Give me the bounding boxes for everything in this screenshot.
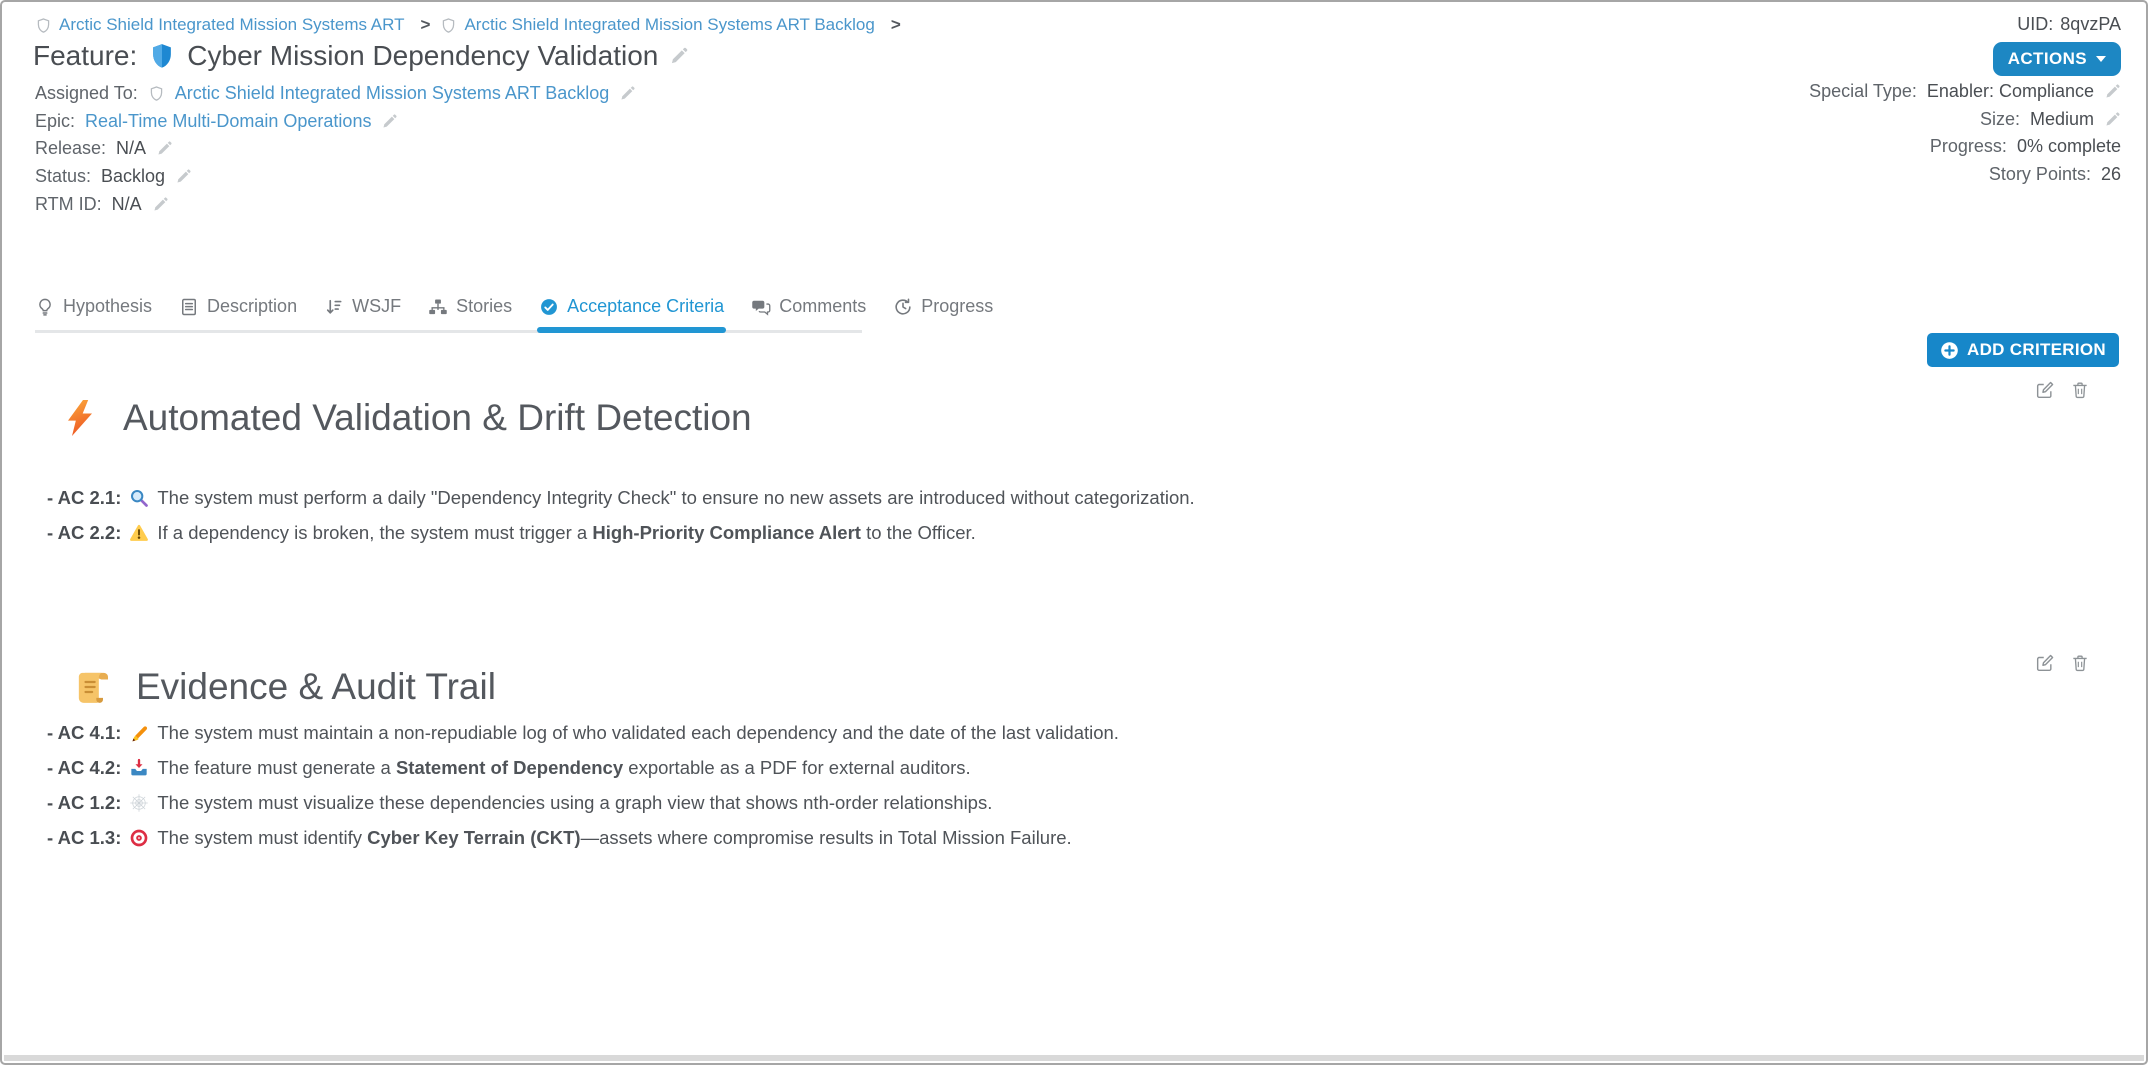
criteria-sections bbox=[2, 372, 2146, 855]
criterion-text: The system must maintain a non-repudiable log of who validated each dependency and the date of the last validation. bbox=[157, 721, 1119, 743]
meta-value: N/A bbox=[111, 193, 142, 214]
tab-acceptance-criteria[interactable] bbox=[539, 296, 724, 330]
criterion-text: The feature must generate a Statement of Dependency exportable as a PDF for external auditors. bbox=[157, 756, 971, 778]
tab-label: Description bbox=[207, 296, 298, 316]
writing-hand-icon bbox=[129, 723, 149, 743]
acceptance-criterion bbox=[2, 750, 2146, 785]
meta-value-link[interactable]: Arctic Shield Integrated Mission Systems ART Backlog bbox=[174, 83, 610, 104]
criterion-id: - AC 4.1: bbox=[47, 721, 122, 743]
feature-shield-icon bbox=[148, 42, 176, 70]
criteria-section bbox=[2, 372, 2146, 647]
criterion-id: - AC 2.2: bbox=[47, 521, 122, 543]
tab-label: Progress bbox=[921, 296, 994, 316]
warning-icon bbox=[129, 523, 149, 543]
criteria-list bbox=[2, 715, 2146, 855]
comments-icon bbox=[751, 297, 771, 317]
breadcrumb-link[interactable]: Arctic Shield Integrated Mission Systems ART bbox=[59, 15, 405, 34]
edit-pencil-icon[interactable] bbox=[175, 168, 192, 185]
document-icon bbox=[179, 297, 199, 317]
criterion-id: - AC 1.3: bbox=[47, 826, 122, 848]
caret-down-icon bbox=[2096, 56, 2106, 62]
shield-outline-icon bbox=[440, 17, 457, 34]
acceptance-criterion bbox=[2, 785, 2146, 820]
breadcrumb-item bbox=[440, 15, 900, 35]
feature-type-label: Feature: bbox=[33, 40, 138, 71]
meta-label: Size: bbox=[1979, 108, 2020, 129]
bolt-icon bbox=[60, 398, 100, 438]
tab-label: Hypothesis bbox=[63, 296, 153, 316]
meta-label: Epic: bbox=[35, 110, 76, 131]
meta-row-story-points bbox=[1809, 161, 2121, 189]
edit-pencil-icon[interactable] bbox=[2104, 83, 2121, 100]
acceptance-criterion bbox=[2, 820, 2146, 855]
meta-label: RTM ID: bbox=[35, 193, 102, 214]
tab-label: Acceptance Criteria bbox=[567, 296, 725, 316]
edit-pencil-icon[interactable] bbox=[619, 85, 636, 102]
trash-icon[interactable] bbox=[2070, 380, 2090, 405]
meta-value: Enabler: Compliance bbox=[1926, 81, 2094, 102]
tab-stories[interactable] bbox=[428, 296, 512, 330]
edit-icon[interactable] bbox=[2035, 380, 2055, 405]
meta-label: Progress: bbox=[1929, 136, 2007, 157]
meta-label: Special Type: bbox=[1809, 81, 1917, 102]
trash-icon[interactable] bbox=[2070, 653, 2090, 678]
inbox-tray-icon bbox=[129, 758, 149, 778]
meta-row-special-type bbox=[1809, 78, 2121, 106]
meta-row-progress bbox=[1809, 133, 2121, 161]
meta-row-size bbox=[1809, 106, 2121, 134]
uid bbox=[2017, 14, 2121, 35]
lightbulb-icon bbox=[35, 297, 55, 317]
sort-icon bbox=[324, 297, 344, 317]
section-heading bbox=[2, 647, 2146, 709]
uid-value: 8qvzPA bbox=[2060, 14, 2121, 34]
meta-value-link[interactable]: Real-Time Multi-Domain Operations bbox=[85, 110, 372, 131]
breadcrumb-separator: > bbox=[420, 15, 431, 34]
scroll-icon bbox=[73, 667, 113, 707]
spider-web-icon bbox=[129, 793, 149, 813]
meta-value: Medium bbox=[2029, 108, 2094, 129]
edit-pencil-icon[interactable] bbox=[381, 113, 398, 130]
tab-hypothesis[interactable] bbox=[35, 296, 152, 330]
criterion-id: - AC 4.2: bbox=[47, 756, 122, 778]
section-tools bbox=[2035, 380, 2090, 405]
breadcrumb-link[interactable]: Arctic Shield Integrated Mission Systems ART Backlog bbox=[464, 15, 875, 34]
section-heading bbox=[2, 372, 2146, 440]
meta-row-assigned-to bbox=[35, 80, 636, 108]
tab-label: WSJF bbox=[352, 296, 402, 316]
breadcrumb bbox=[35, 15, 911, 35]
meta-row-rtm-id bbox=[35, 190, 636, 218]
criterion-id: - AC 1.2: bbox=[47, 791, 122, 813]
meta-row-epic bbox=[35, 108, 636, 136]
criterion-text: The system must identify Cyber Key Terrain (CKT)—assets where compromise results in Total Mission Failure. bbox=[157, 826, 1072, 848]
breadcrumb-item bbox=[35, 15, 430, 35]
edit-pencil-icon[interactable] bbox=[156, 140, 173, 157]
section-title: Automated Validation & Drift Detection bbox=[123, 397, 752, 438]
meta-value: N/A bbox=[116, 138, 147, 159]
dartboard-icon bbox=[129, 828, 149, 848]
tab-bar bbox=[35, 296, 994, 333]
section-tools bbox=[2035, 653, 2090, 678]
criterion-text: The system must visualize these dependencies using a graph view that shows nth-order relationships. bbox=[157, 791, 993, 813]
meta-value: 0% complete bbox=[2016, 136, 2121, 157]
acceptance-criterion bbox=[2, 515, 2146, 550]
meta-value: 26 bbox=[2100, 164, 2121, 185]
add-criterion-label: ADD CRITERION bbox=[1967, 340, 2106, 359]
section-title: Evidence & Audit Trail bbox=[136, 666, 496, 707]
tab-label: Comments bbox=[779, 296, 867, 316]
criterion-text: The system must perform a daily "Dependency Integrity Check" to ensure no new assets are introduced without categorization. bbox=[157, 486, 1195, 508]
sitemap-icon bbox=[428, 297, 448, 317]
tab-comments[interactable] bbox=[751, 296, 866, 330]
tab-wsjf[interactable] bbox=[324, 296, 401, 330]
feature-title-row bbox=[33, 40, 689, 72]
tab-description[interactable] bbox=[179, 296, 297, 330]
metadata-right bbox=[1809, 78, 2121, 188]
edit-pencil-icon[interactable] bbox=[2104, 111, 2121, 128]
metadata-left bbox=[35, 80, 636, 218]
meta-label: Release: bbox=[35, 138, 107, 159]
edit-pencil-icon[interactable] bbox=[669, 46, 689, 66]
shield-outline-icon bbox=[148, 85, 165, 102]
history-icon bbox=[893, 297, 913, 317]
acceptance-criterion bbox=[2, 715, 2146, 750]
meta-label: Assigned To: bbox=[35, 83, 138, 104]
criterion-text: If a dependency is broken, the system must trigger a High-Priority Compliance Alert to the Officer. bbox=[157, 521, 976, 543]
add-criterion-button[interactable] bbox=[1927, 333, 2119, 367]
acceptance-criterion bbox=[2, 480, 2146, 515]
meta-row-release bbox=[35, 135, 636, 163]
window-bottom-edge bbox=[4, 1055, 2144, 1061]
uid-label: UID: bbox=[2017, 14, 2054, 34]
page-title: Cyber Mission Dependency Validation bbox=[187, 40, 659, 71]
criteria-list bbox=[2, 480, 2146, 550]
criterion-id: - AC 2.1: bbox=[47, 486, 122, 508]
tab-progress[interactable] bbox=[893, 296, 993, 330]
plus-circle-icon bbox=[1940, 341, 1959, 360]
meta-value: Backlog bbox=[101, 166, 166, 187]
actions-button[interactable] bbox=[1993, 42, 2121, 76]
actions-button-label: ACTIONS bbox=[2007, 49, 2087, 68]
tab-label: Stories bbox=[456, 296, 513, 316]
edit-icon[interactable] bbox=[2035, 653, 2055, 678]
edit-pencil-icon[interactable] bbox=[152, 196, 169, 213]
criteria-section bbox=[2, 647, 2146, 855]
breadcrumb-separator: > bbox=[890, 15, 901, 34]
check-circle-icon bbox=[539, 297, 559, 317]
meta-label: Story Points: bbox=[1988, 164, 2091, 185]
meta-label: Status: bbox=[35, 166, 92, 187]
shield-outline-icon bbox=[35, 17, 52, 34]
meta-row-status bbox=[35, 163, 636, 191]
magnifier-icon bbox=[129, 488, 149, 508]
